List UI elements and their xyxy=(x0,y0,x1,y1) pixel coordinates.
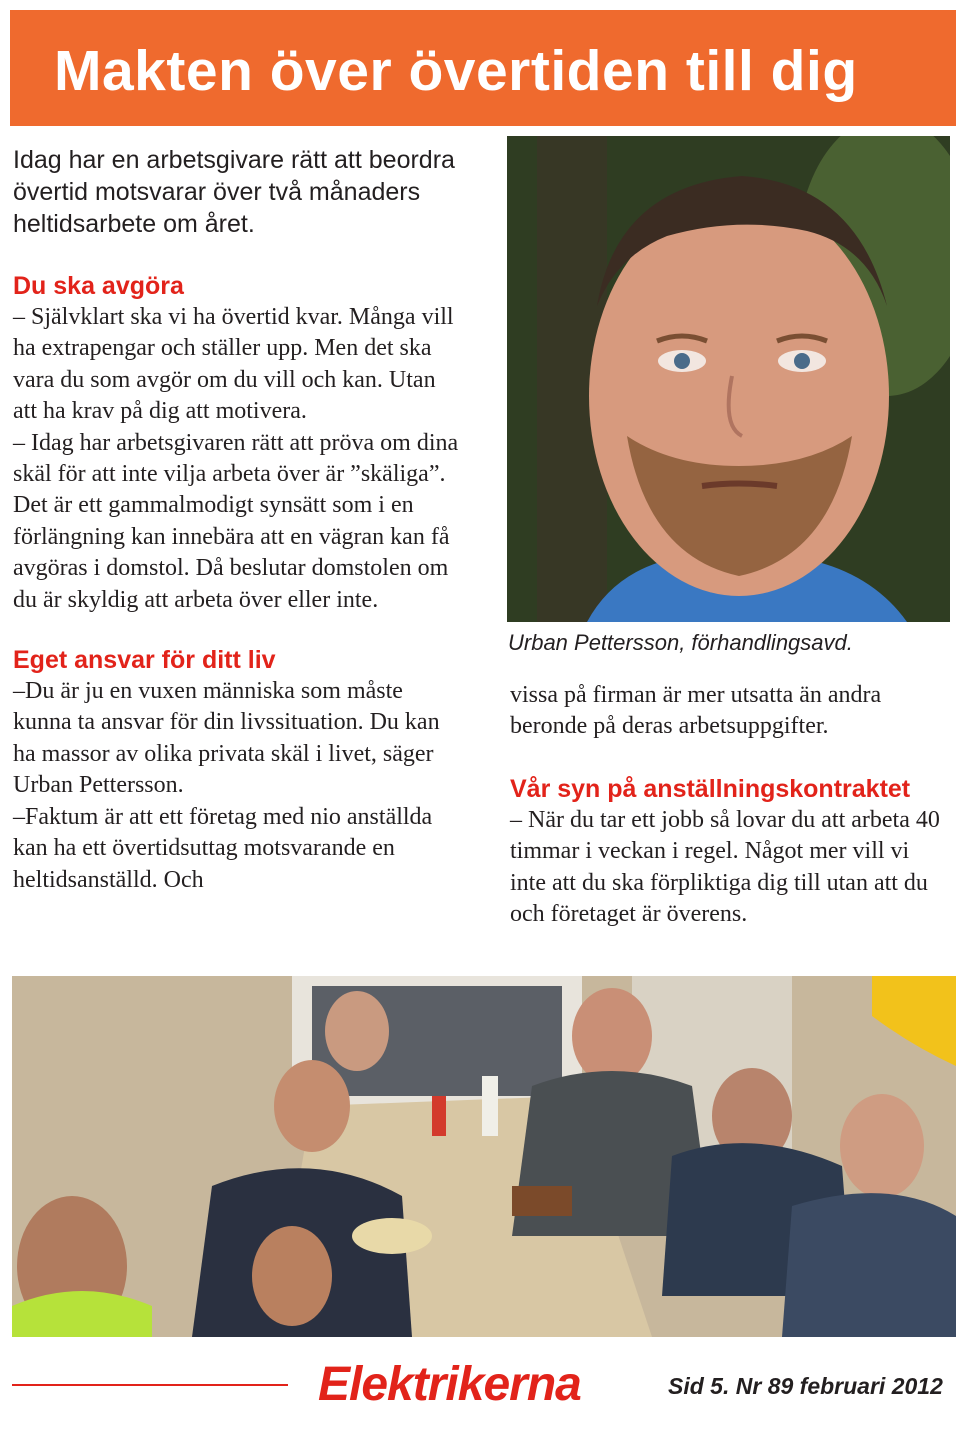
photo-caption: Urban Pettersson, förhandlingsavd. xyxy=(508,630,853,655)
body-paragraph: –Faktum är att ett företag med nio anställda kan ha ett övertidsuttag motsvarande en heltidsanställd. Och xyxy=(13,803,433,893)
body-paragraph: – Idag har arbetsgivaren rätt att pröva om dina skäl för att inte vilja arbeta över är ”skäliga”. Det är ett gammalmodigt synsätt som i en förlängning kan innebära att en vägran kan få avgöras i domstol. Då beslutar domstolen om du är skyldig att arbeta över eller inte. xyxy=(13,429,459,613)
subheading-du-ska-avgora: Du ska avgöra xyxy=(13,272,184,300)
intro-text: Idag har en arbetsgivare rätt att beordra övertid motsvarar över två månaders heltidsarbete om året. xyxy=(13,146,455,238)
subheading-var-syn: Vår syn på anställningskontraktet xyxy=(510,774,911,803)
body-paragraph: – När du tar ett jobb så lovar du att arbeta 40 timmar i veckan i regel. Något mer vill vi inte att du ska förpliktiga dig till utan att du och företaget är överens. xyxy=(510,806,940,928)
headline-banner xyxy=(10,10,956,126)
group-photo xyxy=(12,976,956,1337)
issue-info: Sid 5. Nr 89 februari 2012 xyxy=(668,1373,943,1399)
portrait-illustration xyxy=(507,136,950,622)
publication-logo: Elektrikerna xyxy=(318,1358,581,1411)
right-column xyxy=(510,680,950,930)
left-column xyxy=(13,270,461,896)
page-title: Makten över övertiden till dig xyxy=(54,39,858,103)
body-paragraph: vissa på firman är mer utsatta än andra beronde på deras arbetsuppgifter. xyxy=(510,682,882,740)
portrait-photo xyxy=(507,136,950,622)
body-paragraph: – Självklart ska vi ha övertid kvar. Många vill ha extrapengar och ställer upp. Men det ska vara du som avgör om du vill och kan. Utan att ha krav på dig att motivera. xyxy=(13,304,454,425)
body-paragraph: –Du är ju en vuxen människa som måste kunna ta ansvar för din livssituation. Du kan ha massor av olika privata skäl i livet, säger Urban Pettersson. xyxy=(13,678,440,799)
subheading-eget-ansvar: Eget ansvar för ditt liv xyxy=(13,646,276,675)
footer-rule xyxy=(12,1384,288,1386)
group-illustration xyxy=(12,976,956,1337)
